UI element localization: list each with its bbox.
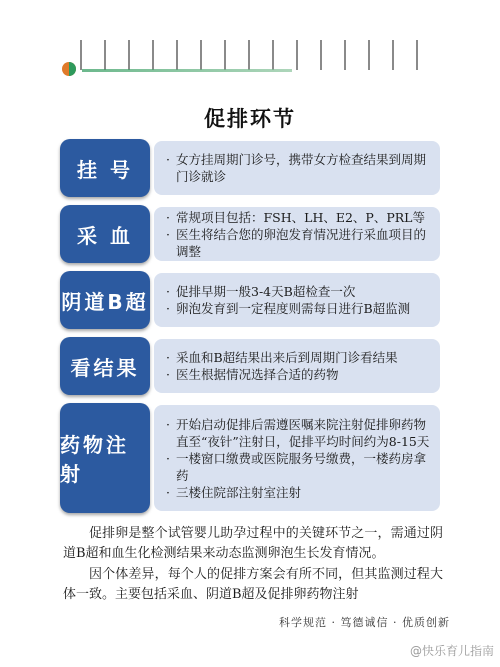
step-row-ultrasound: [60, 271, 440, 329]
step-row-injection: [60, 403, 440, 513]
step-label: 看结果: [60, 337, 150, 395]
hospital-logo-icon: [62, 62, 76, 76]
footer-slogan: 科学规范 · 笃德诚信 · 优质创新: [279, 616, 450, 629]
step-row-registration: [60, 139, 440, 197]
body-paragraph: 促排卵是整个试管婴儿助孕过程中的关键环节之一，需通过阴道B超和血生化检测结果来动态监测卵泡生长发育情况。: [63, 526, 443, 561]
step-bullet: · 采血和B超结果出来后到周期门诊看结果: [166, 349, 432, 366]
step-label: 挂 号: [60, 139, 150, 197]
header-logo: [62, 36, 442, 82]
step-details: [154, 207, 440, 261]
step-bullet: · 医生根据情况选择合适的药物: [166, 366, 432, 383]
step-label: 药物注射: [60, 403, 150, 513]
step-row-blood-draw: [60, 205, 440, 263]
step-details: [154, 273, 440, 327]
step-bullet: · 促排早期一般3-4天B超检查一次: [166, 283, 432, 300]
blurred-header-text: [80, 40, 440, 70]
logo-underline: [82, 69, 292, 72]
step-bullet: · 医生将结合您的卵泡发育情况进行采血项目的调整: [166, 226, 432, 260]
step-bullet: · 常规项目包括：FSH、LH、E2、P、PRL等: [166, 209, 432, 226]
step-row-results: [60, 337, 440, 395]
step-bullet: · 一楼窗口缴费或医院服务号缴费，一楼药房拿药: [166, 450, 432, 484]
step-bullet: · 开始启动促排后需遵医嘱来院注射促排卵药物直至“夜针”注射日，促排平均时间约为8-15天: [166, 416, 432, 450]
page-title: 促排环节: [204, 106, 296, 131]
step-details: [154, 339, 440, 393]
step-details: [154, 141, 440, 195]
step-bullet: · 三楼住院部注射室注射: [166, 484, 432, 501]
step-details: [154, 405, 440, 511]
step-label: 阴道B超: [60, 271, 150, 329]
step-bullet: · 女方挂周期门诊号，携带女方检查结果到周期门诊就诊: [166, 151, 432, 185]
step-label: 采 血: [60, 205, 150, 263]
step-bullet: · 卵泡发育到一定程度则需每日进行B超监测: [166, 300, 432, 317]
source-watermark: @快乐育儿指南: [409, 644, 494, 658]
body-paragraph: 因个体差异，每个人的促排方案会有所不同，但其监测过程大体一致。主要包括采血、阴道B超及促排卵药物注射: [63, 567, 443, 602]
